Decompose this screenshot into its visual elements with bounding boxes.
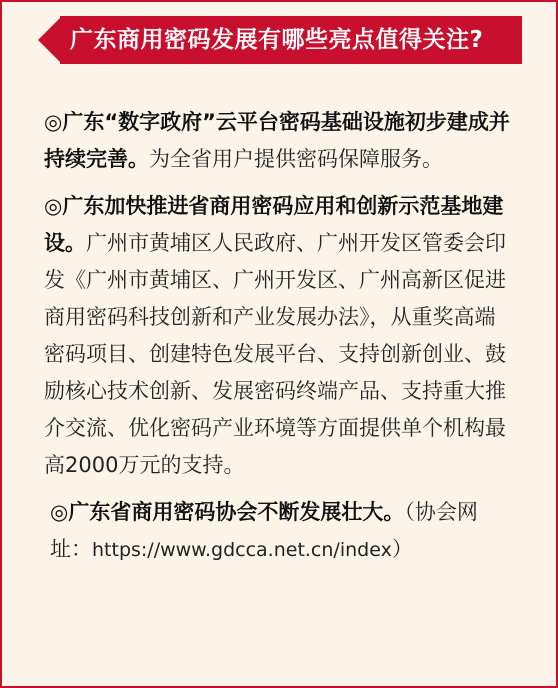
association-website-link[interactable]: https://www.gdcca.net.cn/index <box>92 539 392 561</box>
bullet-icon: ◎ <box>44 110 63 134</box>
point-association <box>44 494 514 569</box>
point-lead: 广东省商用密码协会不断发展壮大。 <box>68 500 405 524</box>
content-body <box>44 104 514 579</box>
point-lead: 广东“数字政府”云平台密码基础设施初步建成并持续完善。 <box>44 110 510 171</box>
banner-arrow <box>38 16 62 64</box>
point-lead: 广东加快推进省商用密码应用和创新示范基地建设。 <box>44 194 504 255</box>
point-body: 为全省用户提供密码保障服务。 <box>149 147 443 171</box>
bullet-icon: ◎ <box>44 194 63 218</box>
point-cloud-infrastructure <box>44 104 514 178</box>
point-body-suffix: ） <box>391 537 413 561</box>
point-body: 广州市黄埔区人民政府、广州开发区管委会印发《广州市黄埔区、广州开发区、广州高新区促进商用密码科技创新和产业发展办法》，从重奖高端密码项目、创建特色发展平台、支持创新创业、鼓励核心技术创新、发展密码终端产品、支持重大推介交流、优化密码产业环境等方面提供单个机构最高2000万元的支持。 <box>44 231 506 477</box>
point-body-prefix: （协会网址： <box>50 500 478 561</box>
page-title: 广东商用密码发展有哪些亮点值得关注? <box>70 27 484 53</box>
point-demo-base <box>44 188 514 484</box>
bullet-icon: ◎ <box>50 500 69 524</box>
